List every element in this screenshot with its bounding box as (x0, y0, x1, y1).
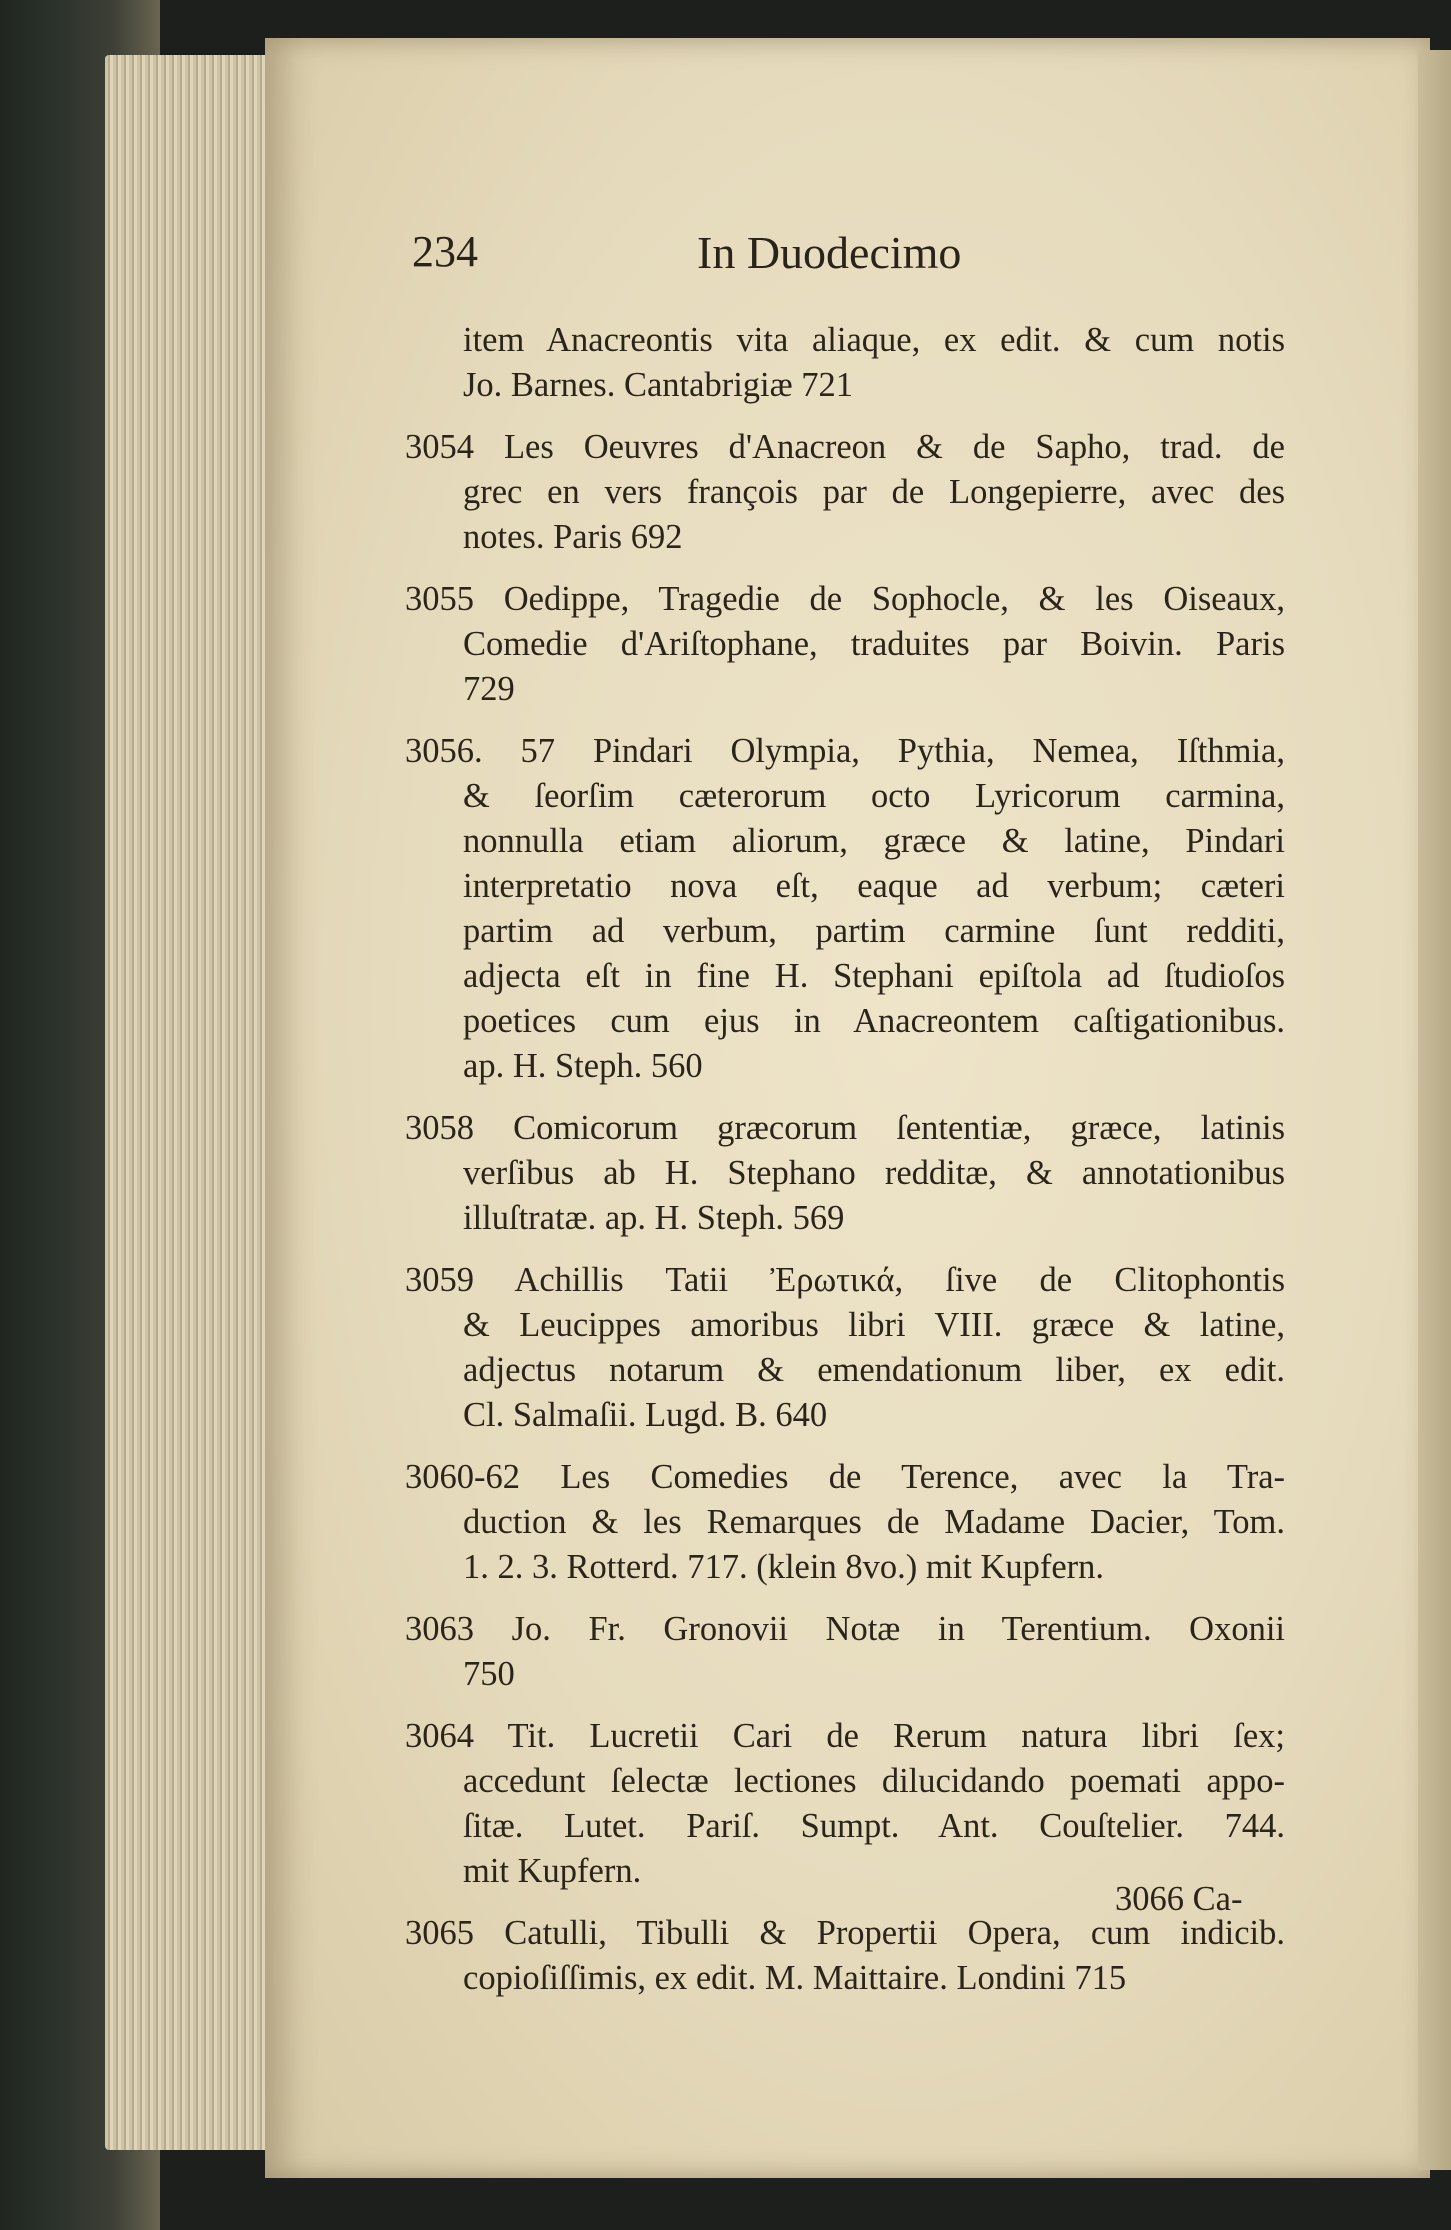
entry-line: 729 (463, 670, 515, 708)
entry-line: mit Kupfern. (463, 1852, 642, 1890)
catalog-entry (405, 577, 1285, 712)
entry-line: 3064 Tit. Lucretii Cari de Rerum natura libri ſex; (405, 1717, 1285, 1755)
entry-line: 3063 Jo. Fr. Gronovii Notæ in Terentium. Oxonii (405, 1610, 1285, 1648)
catalog-entry (405, 1106, 1285, 1241)
catalog-text (405, 318, 1285, 2018)
catalog-entry (405, 1911, 1285, 2001)
entry-line: Cl. Salmaſii. Lugd. B. 640 (463, 1396, 828, 1434)
running-header (412, 226, 1312, 286)
entry-line: accedunt ſelectæ lectiones dilucidando poemati appo- (463, 1762, 1285, 1800)
catalog-entry (405, 1607, 1285, 1697)
entry-line: nonnulla etiam aliorum, græce & latine, Pindari (463, 822, 1285, 860)
facing-page-edge (1418, 50, 1451, 2170)
catalog-entry (405, 1455, 1285, 1590)
page-stack-edge (105, 55, 280, 2150)
entry-line: 3055 Oedippe, Tragedie de Sophocle, & les Oiseaux, (405, 580, 1285, 618)
entry-line: 1. 2. 3. Rotterd. 717. (klein 8vo.) mit Kupfern. (463, 1548, 1105, 1586)
entry-line: interpretatio nova eſt, eaque ad verbum; cæteri (463, 867, 1285, 905)
entry-line: 3059 Achillis Tatii Ἐρωτικά, ſive de Clitophontis (405, 1261, 1285, 1299)
catalog-entry (405, 1714, 1285, 1894)
entry-line: Jo. Barnes. Cantabrigiæ 721 (463, 366, 853, 404)
entry-line: notes. Paris 692 (463, 518, 683, 556)
entry-line: item Anacreontis vita aliaque, ex edit. & cum notis (463, 321, 1285, 359)
entry-line: adjecta eſt in fine H. Stephani epiſtola ad ſtudioſos (463, 957, 1285, 995)
running-title: In Duodecimo (697, 227, 962, 278)
entry-line: 3060-62 Les Comedies de Terence, avec la Tra- (405, 1458, 1285, 1496)
entry-line: adjectus notarum & emendationum liber, ex edit. (463, 1351, 1285, 1389)
entry-line: partim ad verbum, partim carmine ſunt redditi, (463, 912, 1285, 950)
entry-line: 3054 Les Oeuvres d'Anacreon & de Sapho, trad. de (405, 428, 1285, 466)
entry-line: ap. H. Steph. 560 (463, 1047, 703, 1085)
entry-line: 3056. 57 Pindari Olympia, Pythia, Nemea, Iſthmia, (405, 732, 1285, 770)
entry-line: ſitæ. Lutet. Pariſ. Sumpt. Ant. Couſtelier. 744. (463, 1807, 1285, 1845)
entry-line: 750 (463, 1655, 515, 1693)
catalog-entry (405, 729, 1285, 1089)
entry-line: illuſtratæ. ap. H. Steph. 569 (463, 1199, 845, 1237)
entry-line: poetices cum ejus in Anacreontem caſtigationibus. (463, 1002, 1285, 1040)
catchword: 3066 Ca- (1115, 1880, 1243, 1918)
entry-line: Comedie d'Ariſtophane, traduites par Boivin. Paris (463, 625, 1285, 663)
entry-line: grec en vers françois par de Longepierre, avec des (463, 473, 1285, 511)
entry-line: & ſeorſim cæterorum octo Lyricorum carmina, (463, 777, 1285, 815)
catalog-entry (405, 425, 1285, 560)
catalog-entry (405, 1258, 1285, 1438)
entry-line: verſibus ab H. Stephano redditæ, & annotationibus (463, 1154, 1285, 1192)
entry-line: 3065 Catulli, Tibulli & Propertii Opera, cum indicib. (405, 1914, 1285, 1952)
entry-line: copioſiſſimis, ex edit. M. Maittaire. Londini 715 (463, 1959, 1127, 1997)
entry-line: & Leucippes amoribus libri VIII. græce & latine, (463, 1306, 1285, 1344)
entry-line: duction & les Remarques de Madame Dacier, Tom. (463, 1503, 1285, 1541)
entry-line: 3058 Comicorum græcorum ſententiæ, græce, latinis (405, 1109, 1285, 1147)
page-number: 234 (412, 227, 478, 276)
catalog-entry (405, 318, 1285, 408)
